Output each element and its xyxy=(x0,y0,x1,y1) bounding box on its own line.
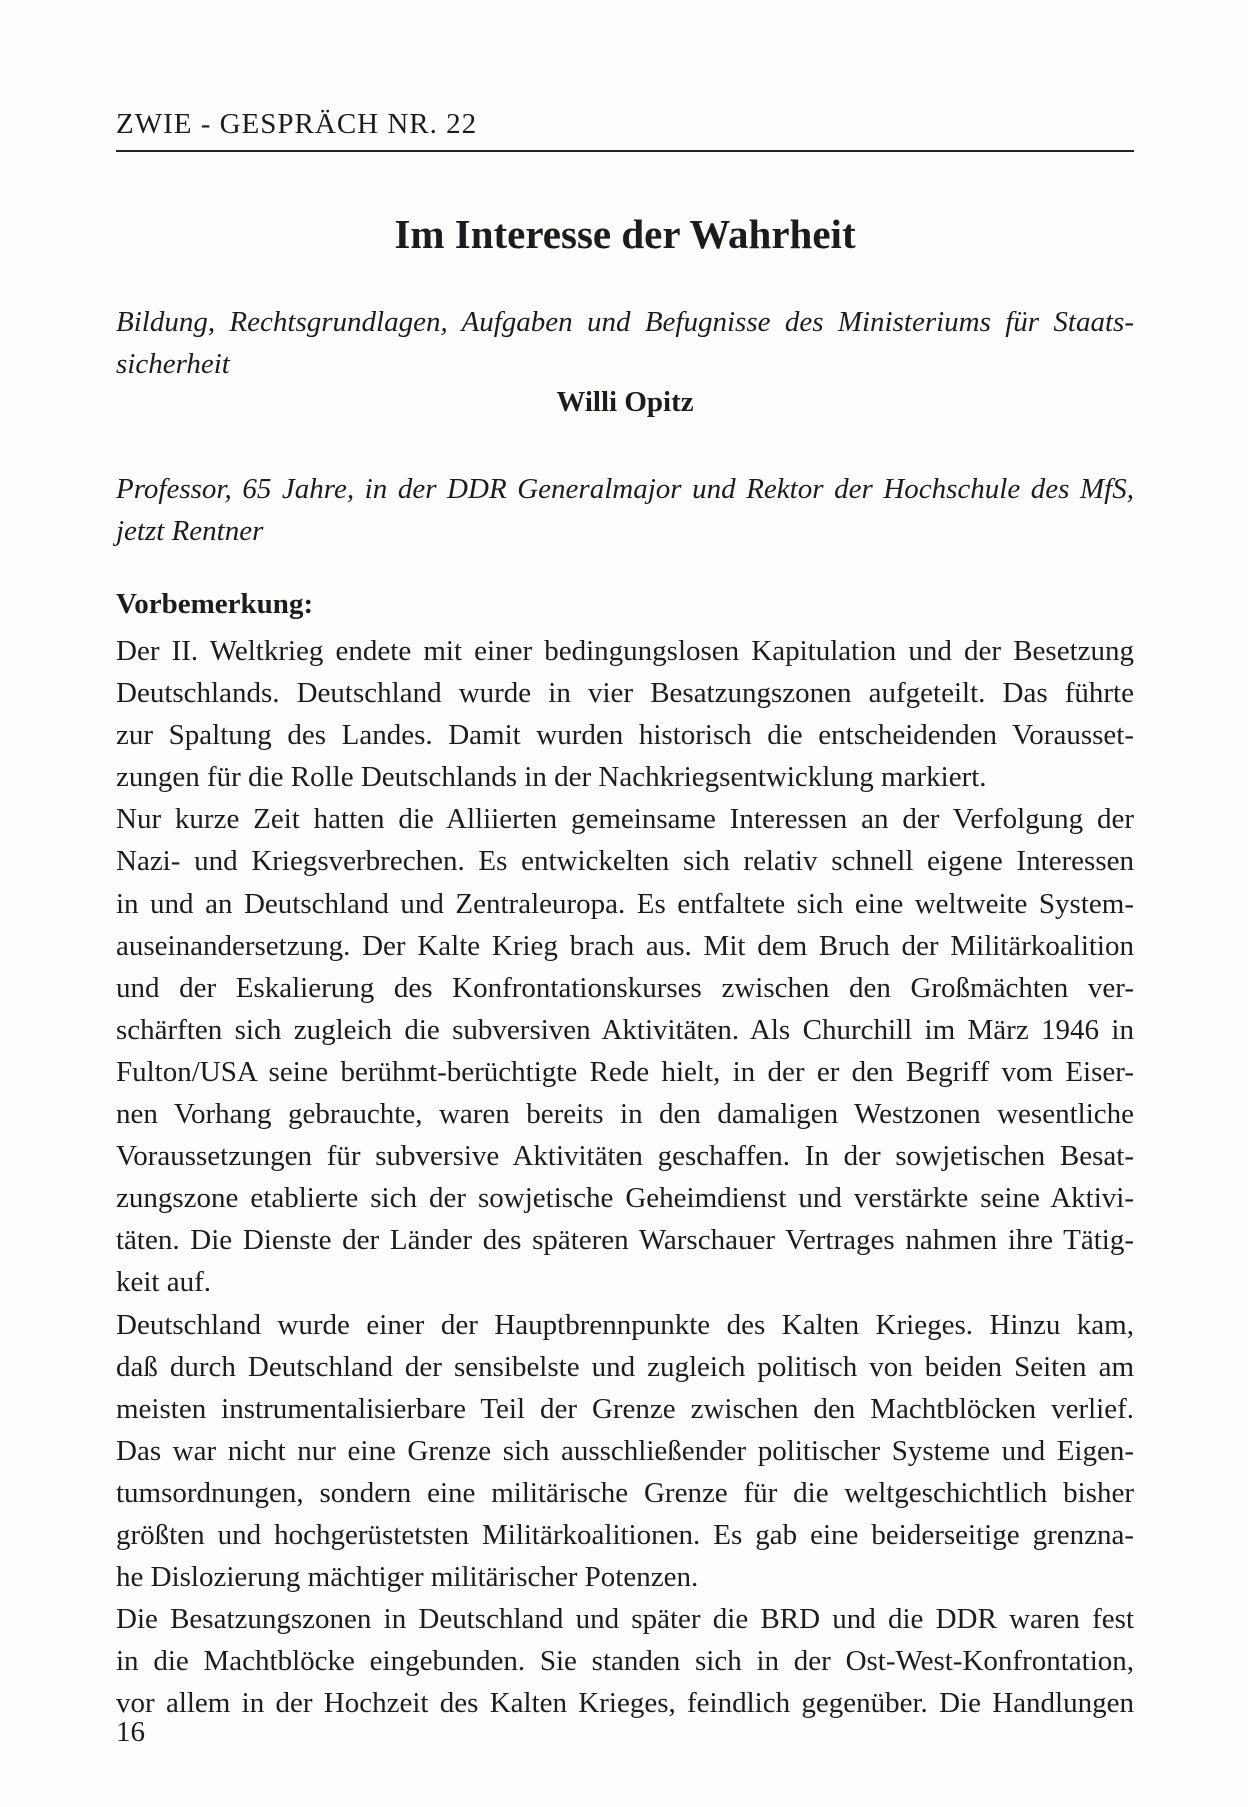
body-paragraph xyxy=(116,1304,1134,1599)
body-line: schärften sich zugleich die subversiven Aktivitäten. Als Churchill im März 1946 in xyxy=(116,1013,1134,1046)
body-line: Deutschlands. Deutschland wurde in vier Besatzungszonen aufgeteilt. Das führte xyxy=(116,677,1134,710)
body-line: Deutschland wurde einer der Hauptbrennpunkte des Kalten Krieges. Hinzu kam, xyxy=(116,1308,1134,1341)
author-bio xyxy=(116,468,1134,552)
body-line: Das war nicht nur eine Grenze sich ausschließender politischer Systeme und Eigen- xyxy=(116,1434,1134,1467)
body-text xyxy=(116,630,1134,1724)
body-line: täten. Die Dienste der Länder des späteren Warschauer Vertrages nahmen ihre Tätig- xyxy=(116,1224,1134,1257)
body-line: tumsordnungen, sondern eine militärische Grenze für die weltgeschichtlich bisher xyxy=(116,1476,1134,1509)
body-line: in die Machtblöcke eingebunden. Sie standen sich in der Ost-West-Konfrontation, xyxy=(116,1645,1134,1678)
body-line: keit auf. xyxy=(116,1266,212,1299)
bio-line: Professor, 65 Jahre, in der DDR Generalmajor und Rektor der Hochschule des MfS, xyxy=(116,473,1134,505)
body-line: Die Besatzungszonen in Deutschland und später die BRD und die DDR waren fest xyxy=(116,1603,1134,1636)
running-header: ZWIE - GESPRÄCH NR. 22 xyxy=(116,108,478,140)
body-line: größten und hochgerüstetsten Militärkoalitionen. Es gab eine beiderseitige grenzna- xyxy=(116,1518,1134,1551)
body-paragraph xyxy=(116,1598,1134,1724)
body-paragraph xyxy=(116,798,1134,1303)
body-line: he Dislozierung mächtiger militärischer Potenzen. xyxy=(116,1561,699,1594)
body-line: Fulton/USA seine berühmt-berüchtigte Rede hielt, in der er den Begriff vom Eiser- xyxy=(116,1055,1134,1088)
article-subtitle xyxy=(116,301,1134,385)
body-line: zur Spaltung des Landes. Damit wurden historisch die entscheidenden Vorausset- xyxy=(116,719,1134,752)
body-line: auseinandersetzung. Der Kalte Krieg brach aus. Mit dem Bruch der Militärkoalition xyxy=(116,929,1134,962)
body-line: nen Vorhang gebrauchte, waren bereits in den damaligen Westzonen wesentliche xyxy=(116,1098,1134,1131)
body-line: und der Eskalierung des Konfrontationskurses zwischen den Großmächten ver- xyxy=(116,971,1134,1004)
body-line: meisten instrumentalisierbare Teil der Grenze zwischen den Machtblöcken verlief. xyxy=(116,1392,1134,1425)
body-line: zungszone etablierte sich der sowjetische Geheimdienst und verstärkte seine Aktivi- xyxy=(116,1182,1134,1215)
body-line: Nur kurze Zeit hatten die Alliierten gemeinsame Interessen an der Verfolgung der xyxy=(116,803,1134,836)
section-heading: Vorbemerkung: xyxy=(116,588,314,620)
article-title: Im Interesse der Wahrheit xyxy=(394,211,856,257)
subtitle-line: sicherheit xyxy=(116,348,230,381)
bio-line: jetzt Rentner xyxy=(116,515,264,548)
subtitle-line: Bildung, Rechtsgrundlagen, Aufgaben und Befugnisse des Ministeriums für Staats- xyxy=(116,306,1134,338)
page-number: 16 xyxy=(116,1716,145,1748)
body-line: zungen für die Rolle Deutschlands in der Nachkriegsentwicklung markiert. xyxy=(116,761,987,794)
body-line: Voraussetzungen für subversive Aktivitäten geschaffen. In der sowjetischen Besat- xyxy=(116,1140,1134,1173)
body-line: Der II. Weltkrieg endete mit einer bedingungslosen Kapitulation und der Besetzung xyxy=(116,635,1134,667)
header-rule xyxy=(116,150,1134,152)
body-line: daß durch Deutschland der sensibelste und zugleich politisch von beiden Seiten am xyxy=(116,1350,1134,1383)
body-paragraph xyxy=(116,630,1134,798)
body-line: in und an Deutschland und Zentraleuropa. Es entfaltete sich eine weltweite System- xyxy=(116,887,1134,920)
body-line: Nazi- und Kriegsverbrechen. Es entwickelten sich relativ schnell eigene Interessen xyxy=(116,845,1134,878)
body-line: vor allem in der Hochzeit des Kalten Krieges, feindlich gegenüber. Die Handlungen xyxy=(116,1687,1134,1720)
author-name: Willi Opitz xyxy=(556,386,694,418)
